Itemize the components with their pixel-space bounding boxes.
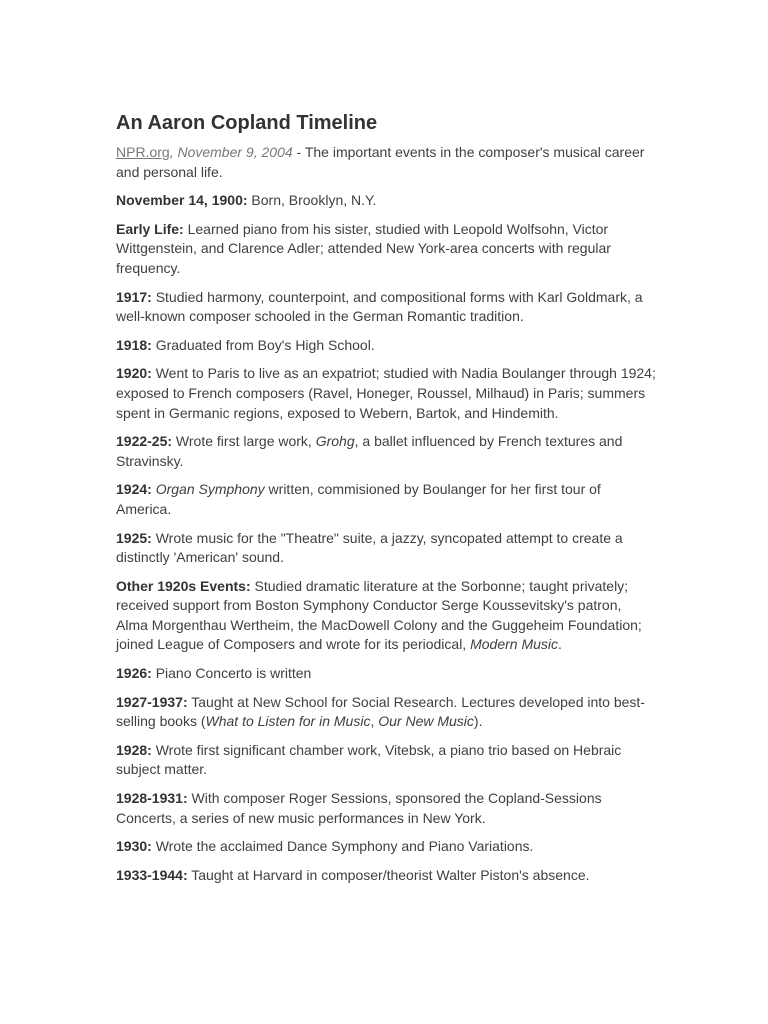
work-title: Organ Symphony [155, 481, 265, 498]
entry-text: With composer Roger Sessions, sponsored the Copland-Sessions Concerts, a series of new music performances in New York. [116, 790, 602, 826]
page-title: An Aaron Copland Timeline [116, 112, 378, 134]
entry-text: Piano Concerto is written [151, 665, 312, 682]
timeline-entry [116, 693, 656, 732]
entry-text: Wrote first significant chamber work, Vitebsk, a piano trio based on Hebraic subject matter. [116, 741, 622, 778]
entry-text: . [558, 636, 562, 653]
entry-date-label: 1928-1931: [116, 790, 188, 807]
entry-date-label: Early Life: [116, 220, 184, 237]
entry-date-label: 1928: [116, 741, 152, 758]
timeline-entries [116, 191, 656, 885]
entry-text: Wrote the acclaimed Dance Symphony and Piano Variations. [151, 838, 534, 855]
entry-text: ). [473, 713, 483, 730]
timeline-entry [116, 741, 656, 780]
entry-text: , [370, 713, 379, 730]
entry-date-label: 1924: [116, 481, 152, 498]
entry-date-label: 1918: [116, 336, 152, 353]
entry-text: Taught at Harvard in composer/theorist Walter Piston's absence. [187, 866, 590, 883]
entry-date-label: 1933-1944: [116, 866, 188, 883]
timeline-entry [116, 664, 656, 684]
entry-text: written, commisioned by Boulanger for her first tour of America. [116, 481, 601, 517]
entry-text: Went to Paris to live as an expatriot; studied with Nadia Boulanger through 1924; exposed to French composers (Ravel, Honeger, Roussel, Milhaud) in Paris; summers spent in Germanic regions, exposed to Webern, Bartok, and Hindemith. [116, 365, 656, 421]
timeline-entry [116, 789, 656, 828]
entry-date-label: 1925: [116, 529, 152, 546]
entry-text: Studied dramatic literature at the Sorbonne; taught privately; received support from Boston Symphony Conductor Serge Koussevitsky's patron, Alma Morgenthau Wertheim, the MacDowell Colony and the Guggeheim Foundation; joined League of Composers and wrote for its periodical, [116, 577, 642, 653]
entry-date-label: 1926: [116, 665, 152, 682]
entry-text: Learned piano from his sister, studied with Leopold Wolfsohn, Victor Wittgenstein, and Clarence Adler; attended New York-area concerts with regular frequency. [116, 220, 611, 276]
timeline-entry [116, 577, 656, 655]
timeline-entry [116, 432, 656, 471]
timeline-entry [116, 336, 656, 356]
work-title: What to Listen for in Music [205, 713, 371, 730]
work-title: Our New Music [378, 713, 474, 730]
timeline-entry [116, 191, 656, 211]
timeline-entry [116, 364, 656, 423]
timeline-entry [116, 220, 656, 279]
entry-date-label: 1922-25: [116, 433, 173, 450]
work-title: Modern Music [470, 636, 559, 653]
publish-date: , November 9, 2004 [169, 144, 293, 160]
timeline-entry [116, 866, 656, 886]
timeline-entry [116, 480, 656, 519]
entry-text: Wrote music for the "Theatre" suite, a jazzy, syncopated attempt to create a distinctly 'American' sound. [116, 529, 623, 566]
timeline-entry [116, 837, 656, 857]
article [116, 110, 656, 894]
entry-text: Wrote first large work, [172, 433, 316, 450]
entry-date-label: November 14, 1900: [116, 192, 248, 209]
entry-text: Born, Brooklyn, N.Y. [247, 192, 377, 209]
entry-text: , a ballet influenced by French textures and Stravinsky. [116, 433, 623, 469]
source-link[interactable]: NPR.org [116, 144, 170, 160]
source-line [116, 143, 656, 182]
entry-text: Studied harmony, counterpoint, and compositional forms with Karl Goldmark, a well-known composer schooled in the German Romantic tradition. [116, 288, 643, 325]
timeline-entry [116, 288, 656, 327]
entry-text: Taught at New School for Social Research. Lectures developed into best-selling books ( [116, 693, 645, 730]
entry-date-label: 1930: [116, 838, 152, 855]
work-title: Grohg [315, 433, 355, 450]
entry-date-label: 1920: [116, 365, 152, 382]
entry-date-label: 1917: [116, 288, 152, 305]
entry-date-label: Other 1920s Events: [116, 577, 251, 594]
entry-date-label: 1927-1937: [116, 693, 188, 710]
entry-text: Graduated from Boy's High School. [151, 336, 375, 353]
article-summary: - The important events in the composer's musical career and personal life. [116, 144, 645, 180]
timeline-entry [116, 529, 656, 568]
